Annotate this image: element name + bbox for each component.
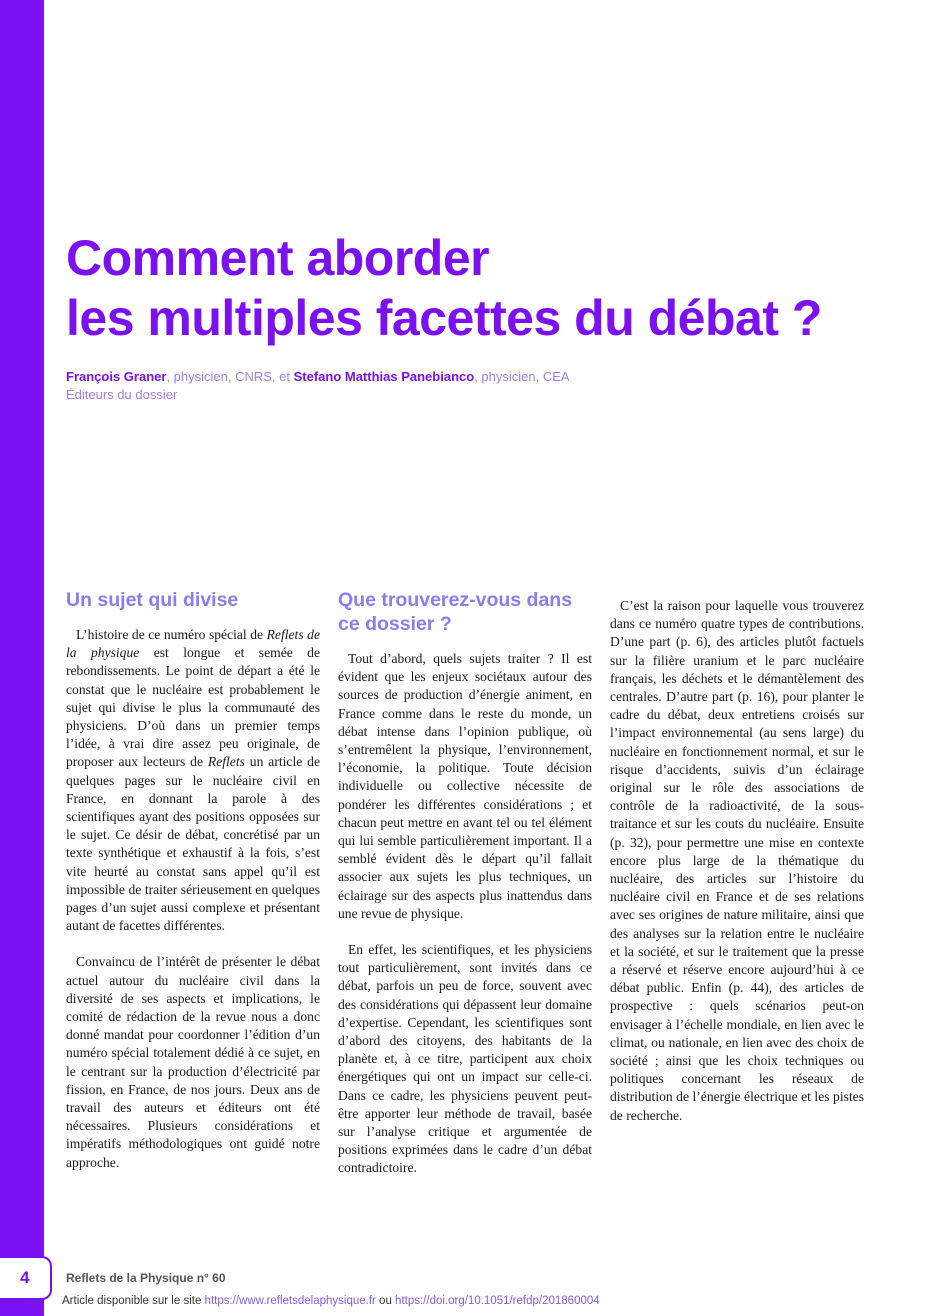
section-heading-sujet: Un sujet qui divise — [66, 589, 239, 611]
text-run: L’histoire de ce numéro spécial de — [76, 627, 267, 642]
column2-paragraph-1: Tout d’abord, quels sujets traiter ? Il est évident que les enjeux sociétaux autour des sources de production d’énergie animent, en France comme dans le reste du monde, un débat intense dans l’opinion publique, où s’entremêlent la physique, l’environnement, l’économie, la politique. Toute décision individuelle ou collective nécessite de pondérer les différentes considérations ; et chacun peut mettre en avant tel ou tel élément qui lui semble particulièrement important. Il a semblé évident dès le départ qu’il fallait associer aux sujets les plus techniques, un éclairage sur des aspects plus inattendus dans une revue de physique. — [338, 651, 592, 921]
journal-issue: Reflets de la Physique n° 60 — [66, 1271, 226, 1285]
accent-side-bar — [0, 0, 44, 1316]
text-run: un article de quelques pages sur le nucléaire civil en France, en donnant la parole à des scientifiques ayant des positions opposées sur le sujet. Ce désir de débat, concrétisé par un texte synthétique et exhaustif à la fois, s’est vite heurté au constat sans appel qu’il est impossible de traiter sérieusement en quelques pages d’un sujet aussi complexe et présentant autant de facettes différentes. — [66, 754, 320, 934]
author2-role: , physicien, CEA — [474, 369, 570, 384]
journal-name-emphasis: Reflets de la physique — [66, 627, 320, 661]
author1-role: , physicien, CNRS, et — [166, 369, 294, 384]
author1-name: François Graner — [66, 369, 167, 384]
column1-paragraph-2: Convaincu de l’intérêt de présenter le débat actuel autour du nucléaire civil dans la diversité de ses aspects et implications, le comité de rédaction de la revue nous a donc donné mandat pour coordonner l’édition d’un numéro spécial totalement dédié à ce sujet, en le centrant sur la production d’électricité par fission, en France, de nos jours. Deux ans de travail des auteurs et éditeurs ont été nécessaires. Plusieurs considérations et impératifs méthodologiques ont guidé notre approche. — [66, 954, 320, 1170]
section-heading-dossier: Que trouverez-vous dans ce dossier ? — [338, 589, 573, 635]
journal-name-emphasis: Reflets — [207, 754, 245, 770]
authors-line — [66, 368, 570, 386]
column-2 — [338, 588, 592, 1178]
text-run: est longue et semée de rebondissements. Le point de départ a été le constat que le nucléaire est probablement le sujet qui divise le plus la communauté des physiciens. D’où dans un premier temps l’idée, à vrai dire assez peu originale, de proposer aux lecteurs de — [66, 645, 320, 770]
column2-paragraph-2: En effet, les scientifiques, et les physiciens tout particulièrement, sont invités dans ce débat, parfois un peu de force, souvent avec des considérations qui dépassent leur domaine d’expertise. Cependant, les scientifiques sont d’abord des citoyens, des habitants de la planète et, à ce titre, participent aux choix énergétiques qui ont un impact sur celle-ci. Dans ce cadre, les physiciens peuvent peut-être apporter leur méthode de travail, basée sur l’analyse critique et argumentée de positions exprimées dans le cadre d’un débat contradictoire. — [338, 942, 592, 1176]
column-1 — [66, 588, 320, 1172]
author2-name: Stefano Matthias Panebianco — [293, 369, 475, 384]
column-3 — [610, 597, 864, 1125]
site-link[interactable]: https://www.refletsdelaphysique.fr — [204, 1295, 376, 1307]
editors-label: Éditeurs du dossier — [66, 387, 178, 402]
column3-paragraph-1: C’est la raison pour laquelle vous trouverez dans ce numéro quatre types de contributions. D’une part (p. 6), des articles plutôt factuels sur la filière uranium et le parc nucléaire français, les déchets et le démantèlement des centrales. D’autre part (p. 16), pour planter le cadre du débat, deux entretiens croisés sur l’impact environnemental (au sens large) du nucléaire en fonctionnement normal, et sur le risque d’accidents, suivis d’un éclairage original sur le rôle des associations de contrôle de la radioactivité, de la sous-traitance et sur les couts du nucléaire. Ensuite (p. 32), pour permettre une mise en contexte encore plus large de la thématique du nucléaire, des articles sur l’histoire du nucléaire civil en France et de ses relations avec ses origines de nature militaire, ainsi que des analyses sur la relation entre le nucléaire et la société, et sur le traitement que la presse a réservé et réserve encore aujourd’hui à ce débat public. Enfin (p. 44), des articles de prospective : quels scénarios peut-on envisager à l’échelle mondiale, en lien avec le climat, ou nationale, en lien avec des choix de société ; ainsi que les choix techniques ou politiques concernant les réseaux de distribution de l’énergie électrique et les pistes de recherche. — [610, 598, 864, 1123]
authors-block — [66, 368, 570, 404]
doi-link[interactable]: https://doi.org/10.1051/refdp/201860004 — [395, 1295, 600, 1307]
page-title — [66, 228, 822, 348]
or-word: ou — [375, 1295, 396, 1307]
page-number: 4 — [20, 1268, 30, 1287]
title-line-1: Comment aborder — [66, 230, 490, 286]
column1-paragraph-1 — [66, 626, 320, 935]
article-availability — [62, 1295, 600, 1307]
title-line-2: les multiples facettes du débat ? — [66, 290, 822, 346]
availability-prefix: Article disponible sur le site — [62, 1295, 205, 1307]
